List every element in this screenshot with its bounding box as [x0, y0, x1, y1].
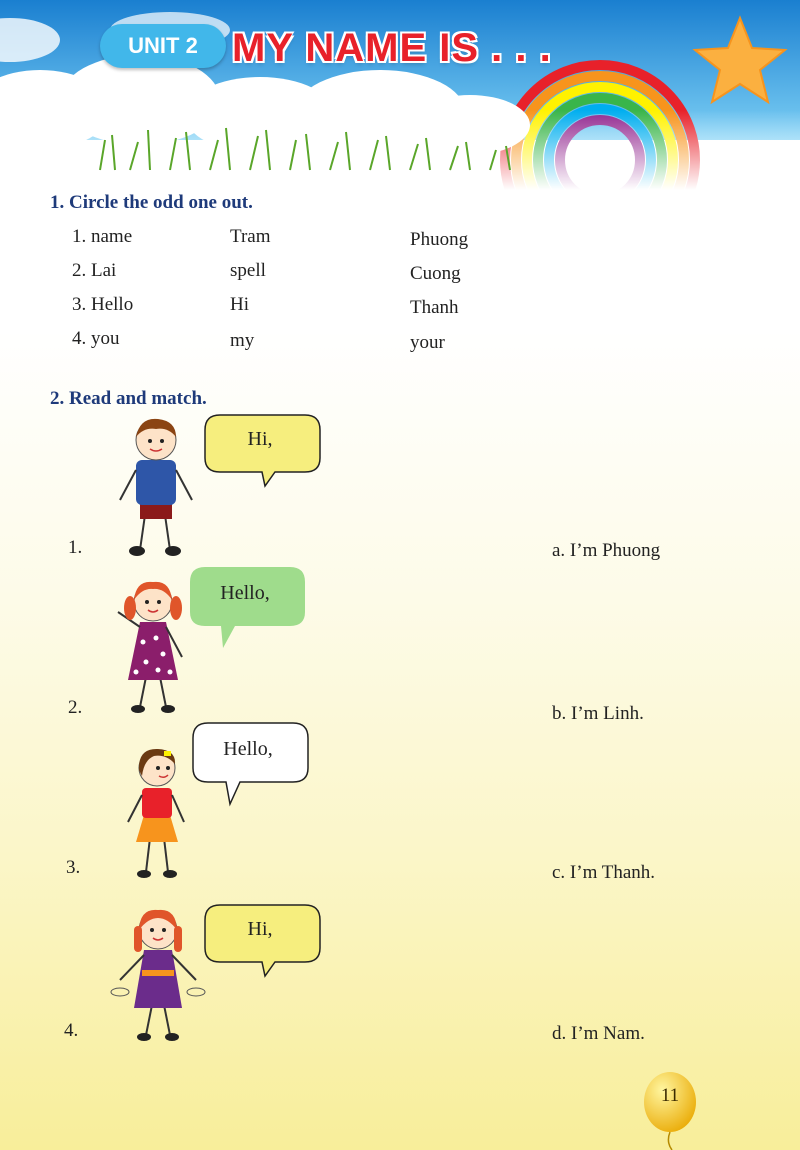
answer-d: d. I’m Nam.: [552, 1023, 645, 1044]
girl-red-top-character-illustration: [118, 740, 198, 880]
unit-header-banner: [0, 0, 800, 190]
match-item-4-number: 4.: [64, 1020, 79, 1041]
odd-word-1-col2: Tram: [230, 226, 271, 247]
answer-c: c. I’m Thanh.: [552, 862, 656, 883]
unit-number-badge: UNIT 2: [100, 24, 226, 68]
answer-a: a. I’m Phuong: [552, 540, 661, 561]
odd-word-2-col3: Cuong: [410, 263, 461, 284]
match-item-1-number: 1.: [68, 537, 83, 558]
exercise-2-title: Read and match.: [69, 388, 207, 409]
boy-character-illustration: [110, 415, 205, 560]
match-item-3-number: 3.: [66, 857, 81, 878]
speech-bubble-4-text: Hi,: [247, 918, 273, 940]
speech-bubble-3-text: Hello,: [223, 738, 273, 760]
odd-word-4-col3: your: [410, 332, 445, 353]
odd-word-4-col1: 4. you: [72, 328, 120, 349]
odd-word-3-col3: Thanh: [410, 297, 459, 318]
odd-word-1-col1: 1. name: [72, 226, 133, 247]
unit-title: MY NAME IS . . .: [232, 26, 552, 70]
exercise-2-number: 2.: [50, 388, 65, 409]
exercise-1-heading: [50, 192, 253, 214]
odd-word-4-col2: my: [230, 330, 255, 351]
odd-word-2-col1: 2. Lai: [72, 260, 117, 281]
odd-word-3-col2: Hi: [230, 294, 249, 315]
speech-bubble-1-text: Hi,: [247, 428, 273, 450]
exercise-1-title: Circle the odd one out.: [69, 192, 253, 213]
odd-word-1-col3: Phuong: [410, 229, 469, 250]
answer-b: b. I’m Linh.: [552, 703, 644, 724]
match-item-2-number: 2.: [68, 697, 83, 718]
girl-purple-dress-character-illustration: [108, 900, 208, 1045]
balloon-icon: [640, 1070, 700, 1150]
exercise-1-number: 1.: [50, 192, 65, 213]
speech-bubble-2: [185, 562, 310, 652]
speech-bubble-3: [188, 718, 313, 808]
speech-bubble-2-text: Hello,: [220, 582, 270, 604]
page-number: 11: [660, 1085, 680, 1106]
exercise-2-heading: [50, 388, 207, 410]
odd-word-2-col2: spell: [230, 260, 266, 281]
odd-word-3-col1: 3. Hello: [72, 294, 134, 315]
